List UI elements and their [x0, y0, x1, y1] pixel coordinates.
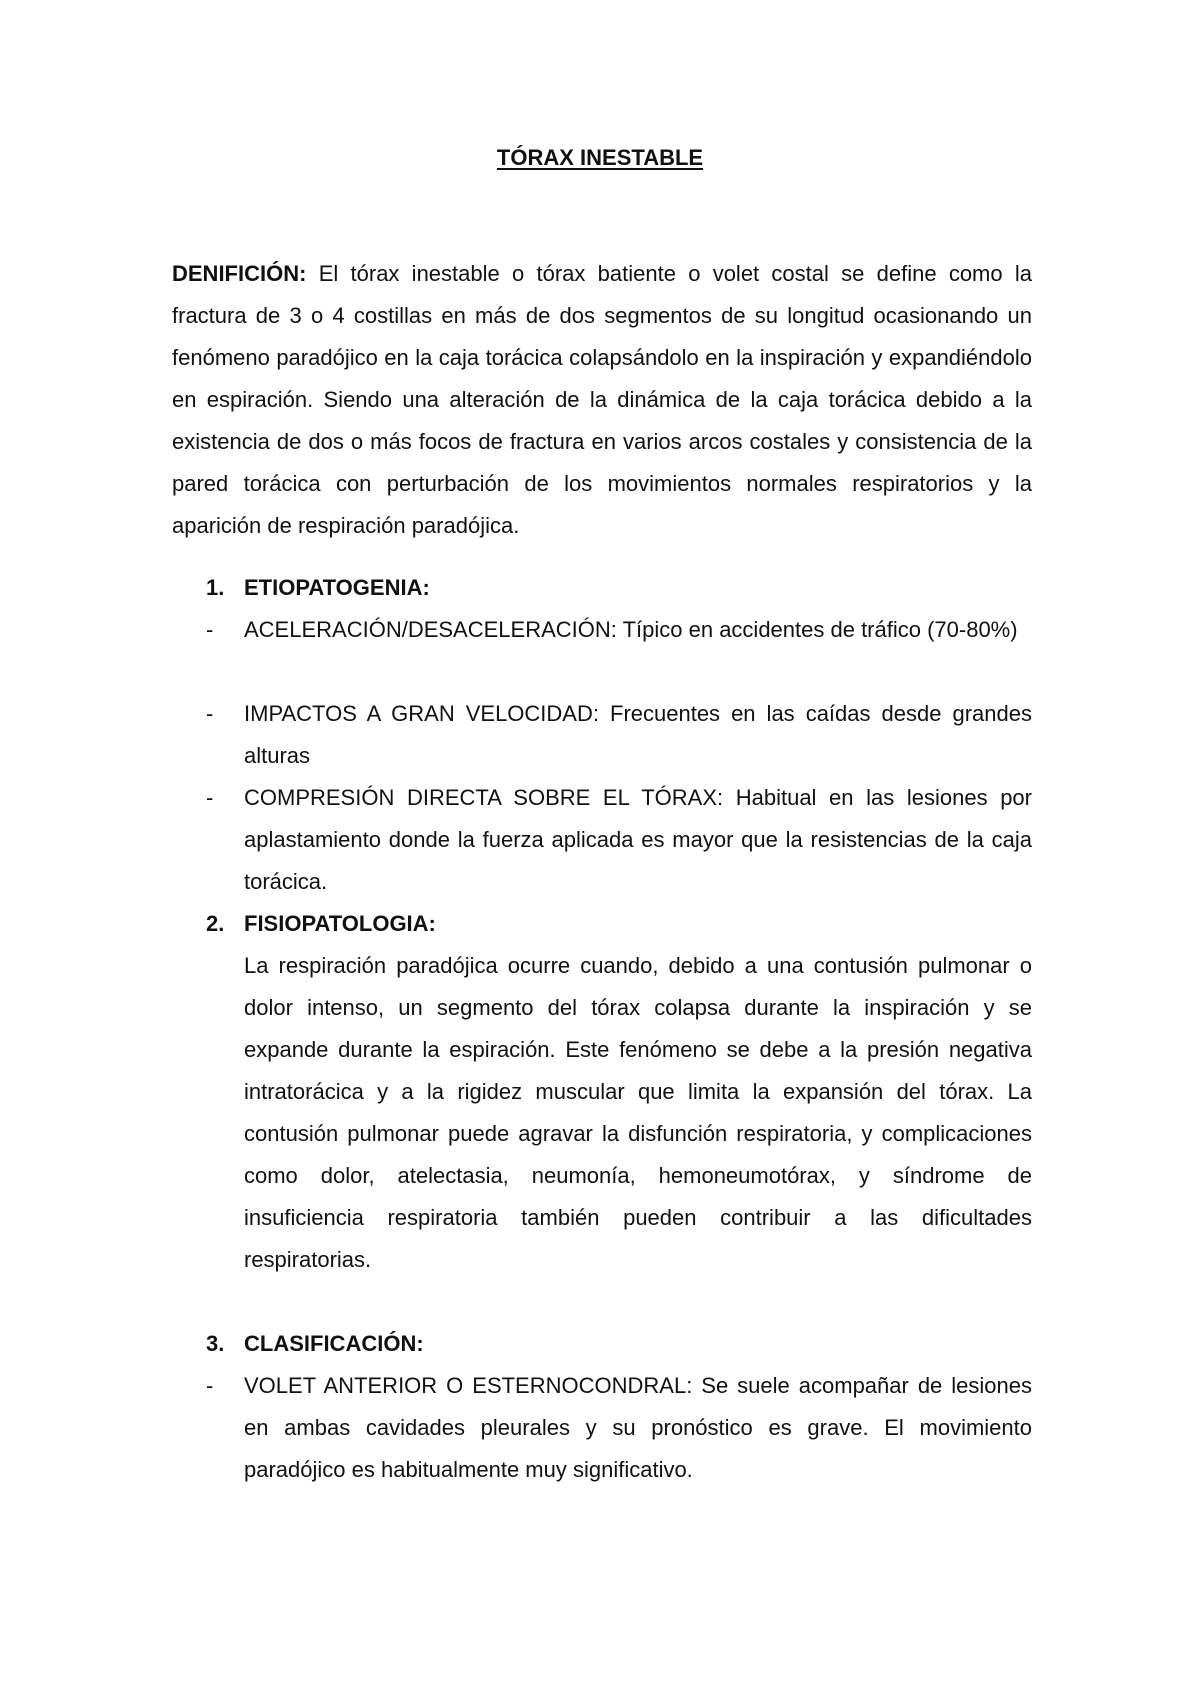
definition-label: DENIFICIÓN: — [172, 261, 307, 286]
list-item-text: ACELERACIÓN/DESACELERACIÓN: Típico en accidentes de tráfico (70-80%) — [244, 617, 1018, 642]
section-heading-fisiopatologia — [206, 903, 436, 945]
section-title: ETIOPATOGENIA: — [244, 575, 430, 600]
section-number: 2. — [206, 911, 225, 936]
section-heading-clasificacion — [206, 1323, 424, 1365]
bullet-dash: - — [206, 1373, 214, 1398]
definition-paragraph — [172, 253, 1032, 547]
section-title: CLASIFICACIÓN: — [244, 1331, 424, 1356]
bullet-dash: - — [206, 617, 214, 642]
list-item-text: COMPRESIÓN DIRECTA SOBRE EL TÓRAX: Habitual en las lesiones por aplastamiento donde la fuerza aplicada es mayor que la resistencias de la caja torácica. — [244, 785, 1032, 894]
list-item — [206, 777, 1032, 903]
bullet-dash: - — [206, 701, 214, 726]
fisiopatologia-paragraph: La respiración paradójica ocurre cuando, debido a una contusión pulmonar o dolor intenso, un segmento del tórax colapsa durante la inspiración y se expande durante la espiración. Este fenómeno se debe a la presión negativa intratorácica y a la rigidez muscular que limita la expansión del tórax. La contusión pulmonar puede agravar la disfunción respiratoria, y complicaciones como dolor, atelectasia, neumonía, hemoneumotórax, y síndrome de insuficiencia respiratoria también pueden contribuir a las dificultades respiratorias. — [244, 953, 1032, 1272]
section-number: 1. — [206, 575, 225, 600]
list-item-text: IMPACTOS A GRAN VELOCIDAD: Frecuentes en las caídas desde grandes alturas — [244, 701, 1032, 768]
list-item — [206, 609, 1032, 651]
bullet-dash: - — [206, 785, 214, 810]
document-title: TÓRAX INESTABLE — [496, 145, 704, 170]
section-title: FISIOPATOLOGIA: — [244, 911, 436, 936]
list-item — [206, 1365, 1032, 1491]
list-item — [206, 693, 1032, 777]
definition-text: El tórax inestable o tórax batiente o volet costal se define como la fractura de 3 o 4 costillas en más de dos segmentos de su longitud ocasionando un fenómeno paradójico en la caja torácica colapsándolo en la inspiración y expandiéndolo en espiración. Siendo una alteración de la dinámica de la caja torácica debido a la existencia de dos o más focos de fractura en varios arcos costales y consistencia de la pared torácica con perturbación de los movimientos normales respiratorios y la aparición de respiración paradójica. — [172, 261, 1032, 538]
section-number: 3. — [206, 1331, 225, 1356]
list-item-text: VOLET ANTERIOR O ESTERNOCONDRAL: Se suele acompañar de lesiones en ambas cavidades pleurales y su pronóstico es grave. El movimiento paradójico es habitualmente muy significativo. — [244, 1373, 1032, 1482]
section-heading-etiopatogenia — [206, 567, 430, 609]
